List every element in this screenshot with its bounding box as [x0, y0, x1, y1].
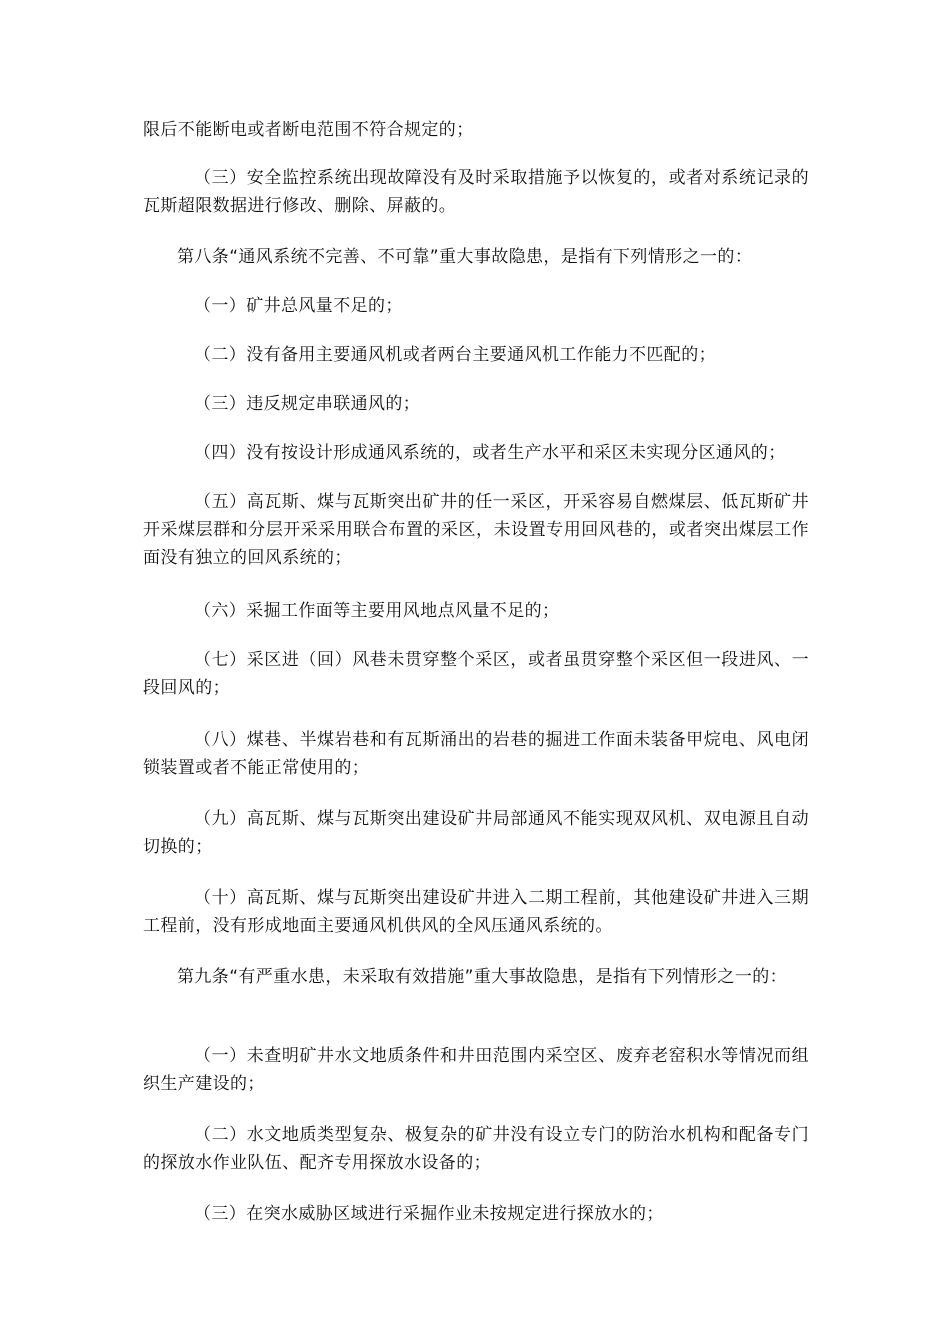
- paragraph-item: （三）安全监控系统出现故障没有及时采取措施予以恢复的，或者对系统记录的瓦斯超限数据进行修改、删除、屏蔽的。: [143, 168, 809, 216]
- paragraph-item: （一）未查明矿井水文地质条件和井田范围内采空区、废弃老窑积水等情况而组织生产建设的；: [143, 1046, 809, 1094]
- paragraph-item: （十）高瓦斯、煤与瓦斯突出建设矿井进入二期工程前，其他建设矿井进入三期工程前，没有形成地面主要通风机供风的全风压通风系统的。: [143, 888, 809, 936]
- article-heading-9: 第九条“有严重水患，未采取有效措施”重大事故隐患，是指有下列情形之一的：: [177, 967, 788, 987]
- paragraph-item: （九）高瓦斯、煤与瓦斯突出建设矿井局部通风不能实现双风机、双电源且自动切换的；: [143, 809, 809, 857]
- paragraph-item: （五）高瓦斯、煤与瓦斯突出矿井的任一采区，开采容易自燃煤层、低瓦斯矿井开采煤层群和分层开采采用联合布置的采区，未设置专用回风巷的，或者突出煤层工作面没有独立的回风系统的；: [143, 492, 809, 568]
- paragraph-continuation: 限后不能断电或者断电范围不符合规定的；: [143, 120, 474, 140]
- paragraph-item: （四）没有按设计形成通风系统的，或者生产水平和采区未实现分区通风的；: [194, 443, 786, 463]
- paragraph-item: （二）没有备用主要通风机或者两台主要通风机工作能力不匹配的；: [194, 345, 716, 365]
- paragraph-item: （三）在突水威胁区域进行采掘作业未按规定进行探放水的；: [194, 1204, 664, 1224]
- paragraph-item: （二）水文地质类型复杂、极复杂的矿井没有设立专门的防治水机构和配备专门的探放水作业队伍、配齐专用探放水设备的；: [143, 1125, 809, 1173]
- article-heading-8: 第八条“通风系统不完善、不可靠”重大事故隐患，是指有下列情形之一的：: [177, 247, 753, 267]
- paragraph-item: （八）煤巷、半煤岩巷和有瓦斯涌出的岩巷的掘进工作面未装备甲烷电、风电闭锁装置或者不能正常使用的；: [143, 730, 809, 778]
- paragraph-item: （一）矿井总风量不足的；: [194, 296, 403, 316]
- paragraph-item: （六）采掘工作面等主要用风地点风量不足的；: [194, 601, 560, 621]
- paragraph-item: （七）采区进（回）风巷未贯穿整个采区，或者虽贯穿整个采区但一段进风、一段回风的；: [143, 650, 809, 698]
- paragraph-item: （三）违反规定串联通风的；: [194, 394, 421, 414]
